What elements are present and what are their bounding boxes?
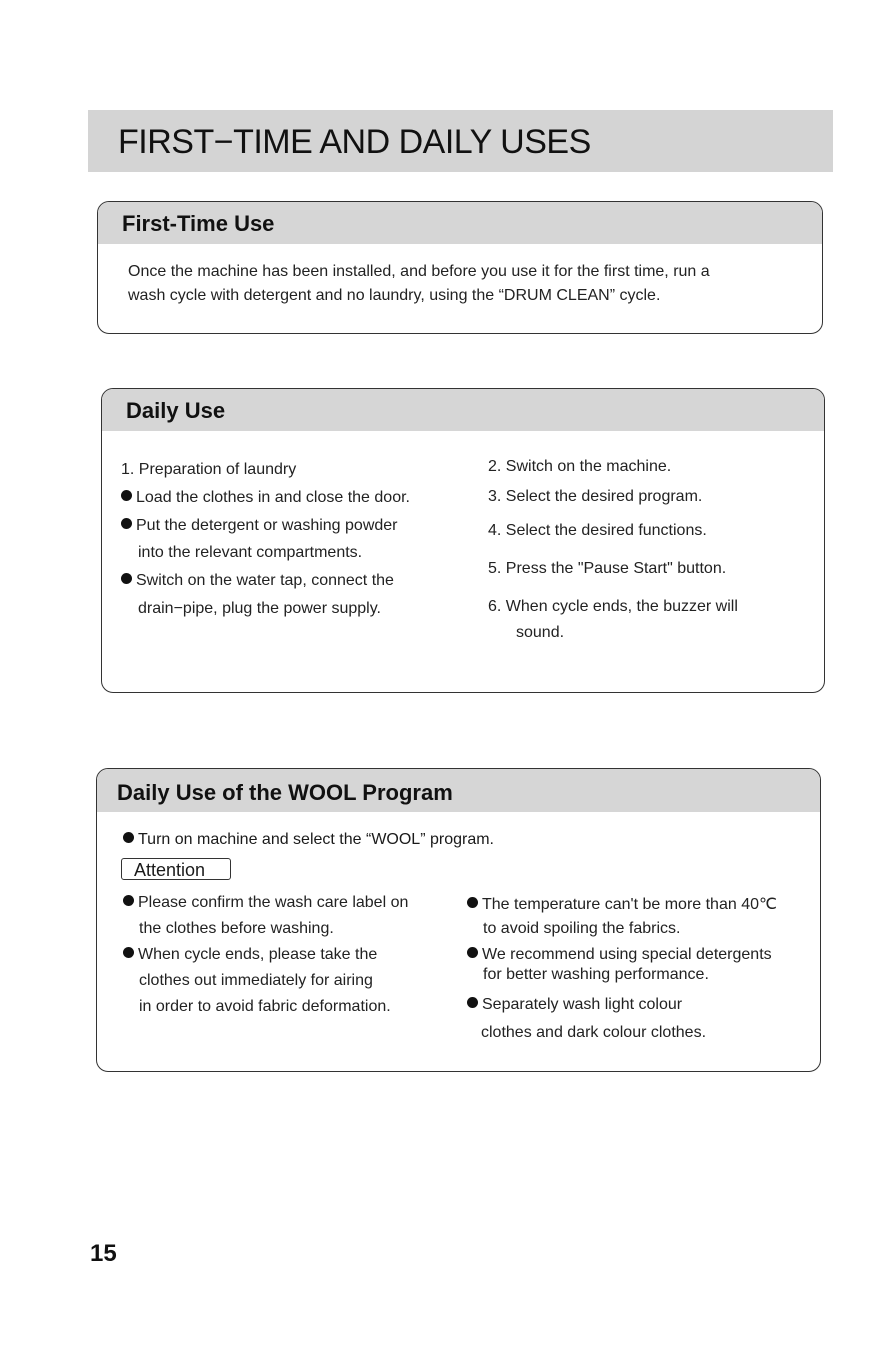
bullet-icon — [121, 518, 132, 529]
page-number: 15 — [90, 1240, 117, 1267]
first-time-use-text — [128, 260, 808, 308]
daily-right-step-4: 4. Select the desired functions. — [488, 522, 707, 539]
wool-left-column — [97, 769, 467, 1069]
daily-left-line-6: drain−pipe, plug the power supply. — [138, 600, 381, 617]
daily-use-panel — [101, 388, 825, 693]
daily-use-title: Daily Use — [126, 398, 226, 423]
wool-left-line-4: clothes out immediately for airing — [139, 972, 373, 989]
daily-right-step-5: 5. Press the "Pause Start" button. — [488, 560, 727, 577]
bullet-icon — [467, 897, 478, 908]
bullet-icon — [467, 947, 478, 958]
wool-right-line-6: clothes and dark colour clothes. — [481, 1024, 707, 1041]
wool-right-column — [467, 769, 819, 1069]
first-time-line-2: wash cycle with detergent and no laundry, using the “DRUM CLEAN” cycle. — [128, 287, 661, 304]
daily-left-item-detergent: Put the detergent or washing powder — [121, 517, 398, 535]
bullet-icon — [121, 490, 132, 501]
daily-left-item-water: Switch on the water tap, connect the — [121, 572, 394, 590]
wool-intro: Turn on machine and select the “WOOL” program. — [123, 831, 494, 849]
wool-right-item-separate: Separately wash light colour — [467, 996, 682, 1014]
wool-left-item-care-label: Please confirm the wash care label on — [123, 894, 408, 912]
daily-use-left-column — [102, 389, 482, 689]
wool-left-line-2: the clothes before washing. — [139, 920, 334, 937]
wool-right-item-temperature: The temperature can't be more than 40℃ — [467, 894, 777, 914]
wool-right-line-4: for better washing performance. — [483, 966, 709, 983]
bullet-icon — [123, 947, 134, 958]
wool-left-line-5: in order to avoid fabric deformation. — [139, 998, 391, 1015]
wool-program-panel — [96, 768, 821, 1072]
first-time-use-header — [98, 202, 822, 244]
daily-left-item-load: Load the clothes in and close the door. — [121, 489, 410, 507]
wool-right-line-2: to avoid spoiling the fabrics. — [483, 920, 681, 937]
page-header — [88, 110, 833, 172]
bullet-icon — [121, 573, 132, 584]
first-time-line-1: Once the machine has been installed, and before you use it for the first time, run a — [128, 263, 710, 280]
attention-label: Attention — [121, 858, 231, 880]
first-time-use-panel — [97, 201, 823, 334]
daily-left-line-4: into the relevant compartments. — [138, 544, 363, 561]
daily-right-step-6: 6. When cycle ends, the buzzer will — [488, 598, 738, 615]
first-time-use-title: First-Time Use — [122, 211, 275, 236]
wool-left-item-airing: When cycle ends, please take the — [123, 946, 377, 964]
daily-right-step-2: 2. Switch on the machine. — [488, 458, 672, 475]
page-title: FIRST−TIME AND DAILY USES — [118, 123, 591, 161]
wool-program-title: Daily Use of the WOOL Program — [117, 780, 453, 805]
wool-right-item-detergents: We recommend using special detergents — [467, 946, 772, 964]
daily-left-line-1: 1. Preparation of laundry — [121, 461, 297, 478]
daily-use-right-column — [482, 389, 822, 689]
bullet-icon — [467, 997, 478, 1008]
bullet-icon — [123, 895, 134, 906]
daily-right-step-6-cont: sound. — [516, 624, 565, 641]
daily-right-step-3: 3. Select the desired program. — [488, 488, 703, 505]
